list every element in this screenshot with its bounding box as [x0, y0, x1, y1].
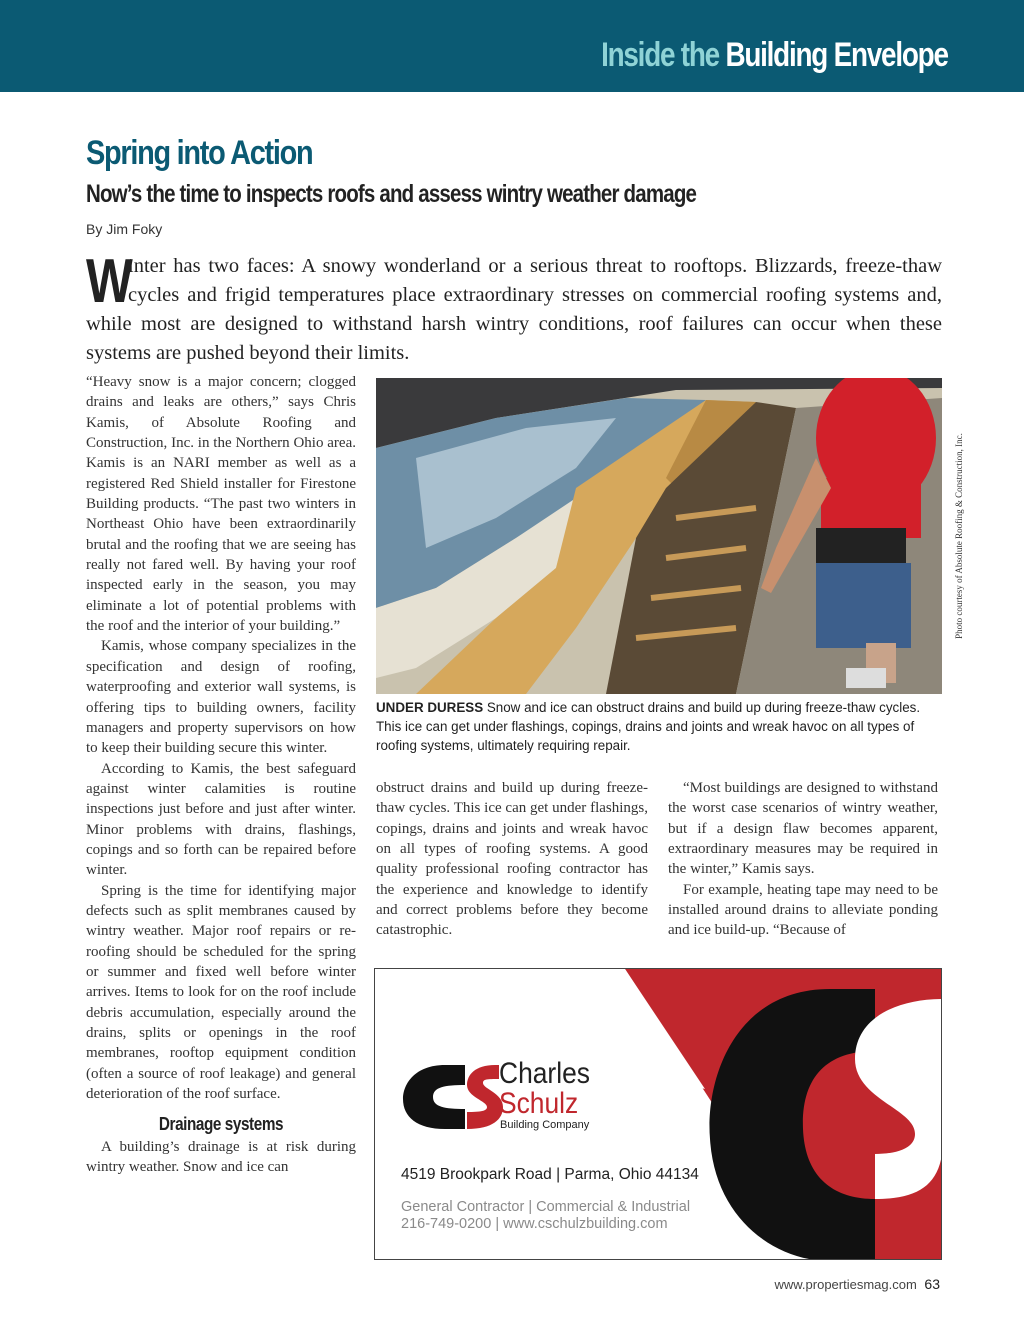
ad-company-name	[499, 1059, 590, 1119]
ad-company-tagline: Building Company	[500, 1119, 590, 1131]
section-title-strong: Building Envelope	[725, 36, 948, 74]
drop-cap: W	[86, 247, 133, 316]
column-2	[376, 778, 648, 941]
body-paragraph: According to Kamis, the best safeguard against winter calamities is routine inspections just before and just after winter. Minor problems with drains, flashings, copings and so forth can be repaired before winter.	[86, 760, 356, 879]
page-number: 63	[924, 1276, 940, 1292]
subhead-drainage: Drainage systems	[158, 1114, 284, 1135]
body-paragraph: “Heavy snow is a major concern; clogged drains and leaks are others,” says Chris Kamis, of Absolute Roofing and Construction, Inc. in the Northern Ohio area. Kamis is an NARI member as well as a registered Red Shield installer for Firestone Building products. “The past two winters in Northeast Ohio have been extraordinarily brutal and the roofing that we are seeing has really not fared well. By having your roof inspected early in the season, you may eliminate a lot of potential problems with the roof and the interior of your building.”	[86, 374, 356, 635]
byline: By Jim Foky	[86, 221, 163, 237]
body-paragraph: A building’s drainage is at risk during wintry weather. Snow and ice can	[86, 1138, 356, 1176]
ad-contact[interactable]: 216-749-0200 | www.cschulzbuilding.com	[401, 1216, 668, 1232]
ad-company-line2: Schulz	[499, 1087, 579, 1120]
body-paragraph: Spring is the time for identifying major defects such as split membranes caused by wintry weather. Major roof repairs or re-roofing should be scheduled for the spring or summer and fixed well before winter arrives. Items to look for on the roof include debris accumulation, especially around the drains, splits or openings in the roof membranes, rooftop equipment condition (often a source of roof leakage) and general deterioration of the roof surface.	[86, 882, 356, 1103]
ad-services	[401, 1199, 690, 1233]
intro-text: inter has two faces: A snowy wonderland or a serious threat to rooftops. Blizzards, freeze-thaw cycles and frigid temperatures place extraordinary stresses on commercial roofing systems and, while most are designed to withstand harsh wintry conditions, roof failures can occur when these systems are pushed beyond their limits.	[86, 255, 942, 364]
caption-text: Snow and ice can obstruct drains and build up during freeze-thaw cycles. This ice can get under flashings, copings, drains and joints and wreak havoc on all types of roofing systems, ultimately requiring repair.	[376, 700, 921, 753]
column-3	[668, 778, 938, 941]
caption-lead: UNDER DURESS	[376, 700, 484, 715]
footer-website[interactable]: www.propertiesmag.com	[774, 1277, 917, 1292]
body-paragraph: Kamis, whose company specializes in the specification and design of roofing, waterproofing and exterior wall systems, is offering tips to building owners, facility managers and property supervisors on how to keep their building secure this winter.	[86, 638, 356, 757]
ad-address: 4519 Brookpark Road | Parma, Ohio 44134	[401, 1166, 699, 1183]
section-title	[601, 36, 948, 75]
photo-caption	[376, 698, 942, 755]
ad-services-text: General Contractor | Commercial & Industrial	[401, 1199, 691, 1215]
article-subtitle: Now’s the time to inspects roofs and assess wintry weather damage	[86, 180, 697, 208]
article-title: Spring into Action	[86, 134, 313, 172]
column-1	[86, 372, 356, 1177]
advertisement-charles-schulz[interactable]	[374, 968, 942, 1260]
body-paragraph: obstruct drains and build up during freeze-thaw cycles. This ice can get under flashings, copings, drains and joints and wreak havoc on all types of roofing systems. A good quality professional roofing contractor has the experience and knowledge to identify and correct problems before they become catastrophic.	[376, 780, 648, 939]
page-footer	[774, 1276, 940, 1292]
body-paragraph: “Most buildings are designed to withstand the worst case scenarios of wintry weather, but if a design flaw becomes apparent, extraordinary measures may be required in the winter,” Kamis says.	[668, 780, 938, 878]
photo-credit	[944, 378, 964, 694]
body-paragraph: For example, heating tape may need to be installed around drains to alleviate ponding and ice build-up. “Because of	[668, 881, 938, 939]
roof-repair-photo	[376, 378, 942, 694]
ad-company-line1: Charles	[499, 1057, 590, 1090]
photo-credit-text: Photo courtesy of Absolute Roofing & Construction, Inc.	[954, 433, 964, 639]
intro-paragraph	[86, 247, 942, 368]
section-title-light: Inside the	[601, 36, 720, 74]
